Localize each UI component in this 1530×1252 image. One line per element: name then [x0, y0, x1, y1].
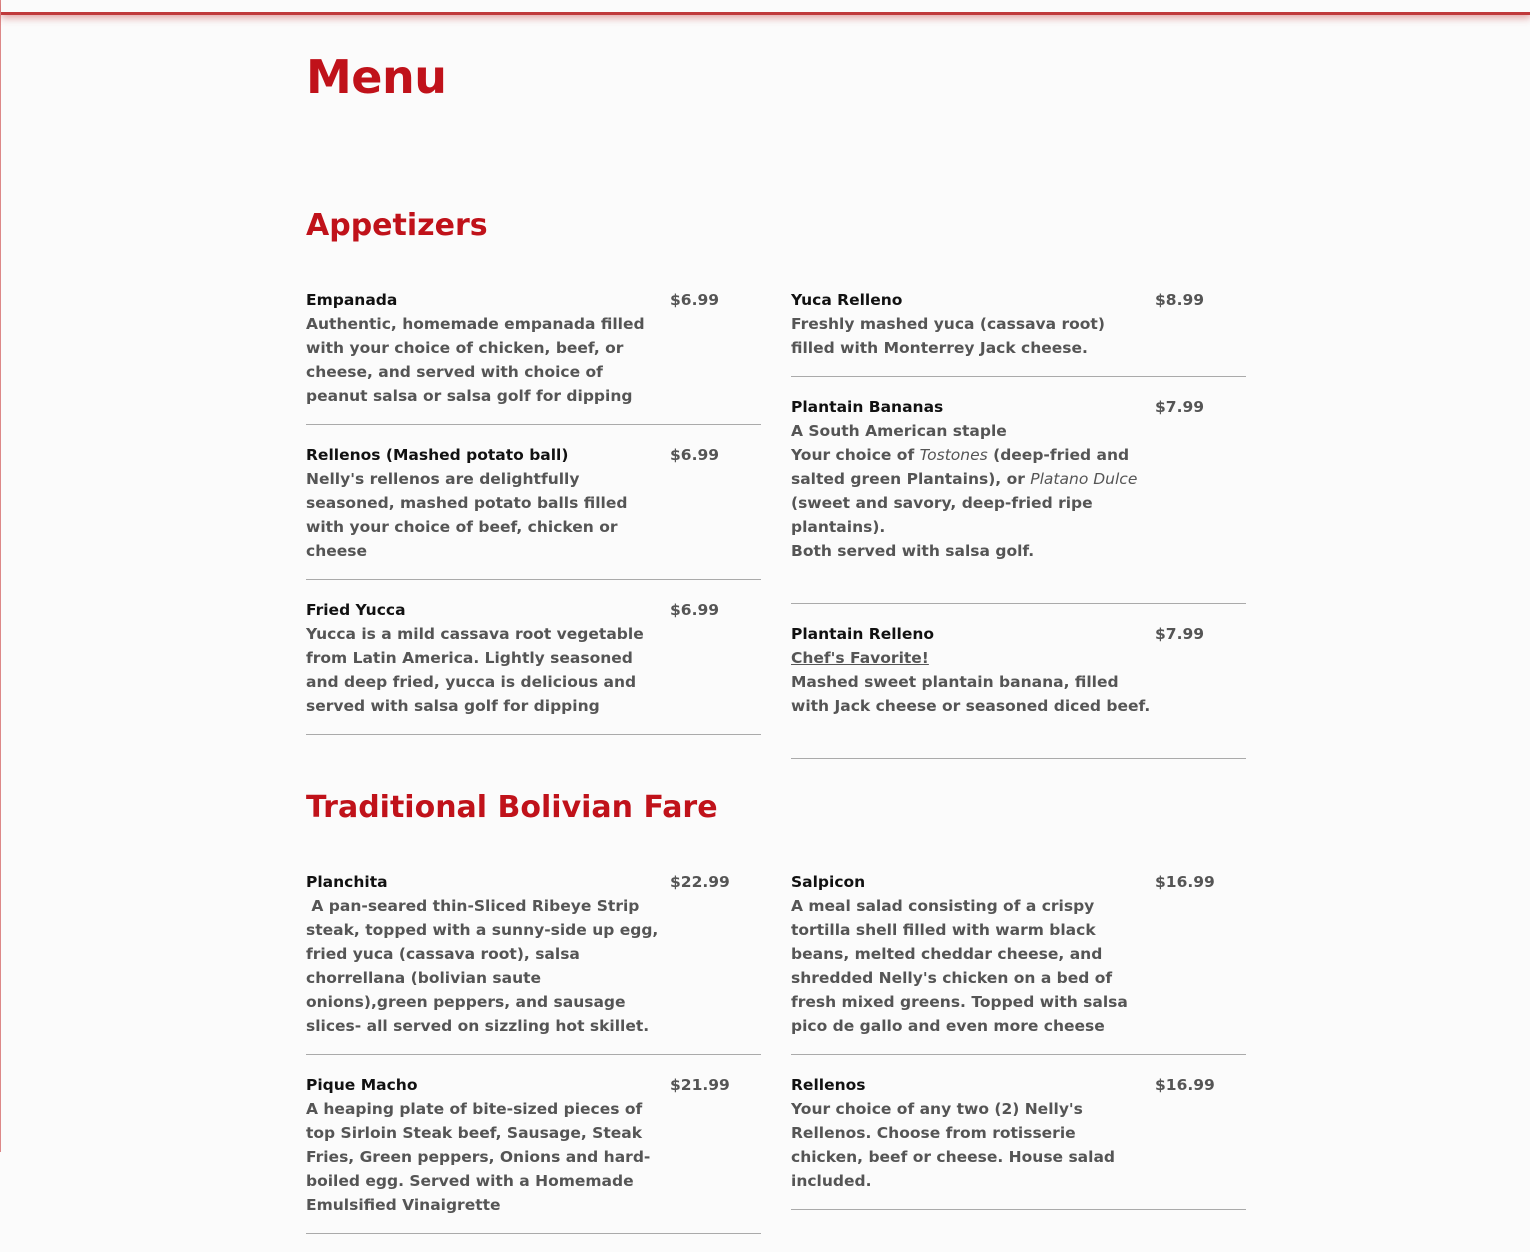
- menu-item-rellenos-potato-ball: [306, 443, 761, 580]
- desc-line: [791, 443, 1151, 539]
- item-name: Salpicon: [791, 873, 866, 891]
- bolivian-left-column: [306, 870, 761, 1252]
- top-header-bar: [1, 0, 1530, 15]
- section-title-appetizers: Appetizers: [306, 208, 488, 243]
- item-name: Pique Macho: [306, 1076, 418, 1094]
- item-description: Nelly's rellenos are delightfully seasoned, mashed potato balls filled with your choice of beef, chicken or cheese: [306, 470, 628, 560]
- item-description: Yucca is a mild cassava root vegetable from Latin America. Lightly seasoned and deep fried, yucca is delicious and served with salsa golf for dipping: [306, 625, 644, 715]
- item-name: Planchita: [306, 873, 388, 891]
- item-description: Your choice of any two (2) Nelly's Rellenos. Choose from rotisserie chicken, beef or cheese. House salad included.: [791, 1100, 1116, 1190]
- item-name: Plantain Relleno: [791, 625, 935, 643]
- appetizers-left-column: [306, 288, 761, 753]
- item-price: $6.99: [670, 291, 720, 309]
- item-price: $7.99: [1155, 625, 1205, 643]
- menu-item-salpicon: [791, 870, 1246, 1055]
- page-title: Menu: [306, 50, 447, 104]
- item-description: A meal salad consisting of a crispy tortilla shell filled with warm black beans, melted cheddar cheese, and shredded Nelly's chicken on a bed of fresh mixed greens. Topped with salsa pico de gallo and even more cheese: [791, 897, 1128, 1035]
- item-price: $22.99: [670, 873, 730, 891]
- item-description: [791, 646, 1151, 718]
- item-name: Rellenos (Mashed potato ball): [306, 446, 569, 464]
- menu-item-plantain-relleno: [791, 622, 1246, 759]
- item-name: Yuca Relleno: [791, 291, 903, 309]
- menu-item-rellenos: [791, 1073, 1246, 1210]
- desc-line: A South American staple: [791, 422, 1007, 440]
- desc-text: (sweet and savory, deep-fried ripe plantains).: [791, 494, 1093, 536]
- item-price: $8.99: [1155, 291, 1205, 309]
- menu-item-empanada: [306, 288, 761, 425]
- chefs-favorite-tag: Chef's Favorite!: [791, 649, 929, 667]
- menu-item-plantain-bananas: [791, 395, 1246, 604]
- desc-text: (deep-fried and salted green Plantains), or: [791, 446, 1130, 488]
- item-price: $6.99: [670, 601, 720, 619]
- desc-platano-dulce: Platano Dulce: [1030, 470, 1138, 488]
- item-name: Plantain Bananas: [791, 398, 944, 416]
- appetizers-right-column: [791, 288, 1246, 777]
- bolivian-right-column: [791, 870, 1246, 1228]
- desc-tostones: Tostones: [919, 446, 988, 464]
- item-description: Freshly mashed yuca (cassava root) filled with Monterrey Jack cheese.: [791, 315, 1105, 357]
- item-name: Rellenos: [791, 1076, 866, 1094]
- item-description: Authentic, homemade empanada filled with your choice of chicken, beef, or cheese, and served with choice of peanut salsa or salsa golf for dipping: [306, 315, 645, 405]
- item-description: [791, 419, 1151, 563]
- menu-item-fried-yucca: [306, 598, 761, 735]
- menu-item-planchita: [306, 870, 761, 1055]
- desc-line: Both served with salsa golf.: [791, 542, 1035, 560]
- item-price: $16.99: [1155, 1076, 1215, 1094]
- item-price: $7.99: [1155, 398, 1205, 416]
- item-price: $16.99: [1155, 873, 1215, 891]
- item-price: $21.99: [670, 1076, 730, 1094]
- item-name: Fried Yucca: [306, 601, 406, 619]
- item-description: A heaping plate of bite-sized pieces of top Sirloin Steak beef, Sausage, Steak Fries, Green peppers, Onions and hard-boiled egg. Served with a Homemade Emulsified Vinaigrette: [306, 1100, 651, 1214]
- item-description: A pan-seared thin-Sliced Ribeye Strip steak, topped with a sunny-side up egg, fried yuca (cassava root), salsa chorrellana (bolivian saute onions),green peppers, and sausage slices- all served on sizzling hot skillet.: [306, 897, 664, 1035]
- desc-text: Your choice of: [791, 446, 920, 464]
- item-price: $6.99: [670, 446, 720, 464]
- menu-item-pique-macho: [306, 1073, 761, 1234]
- item-name: Empanada: [306, 291, 398, 309]
- menu-item-yuca-relleno: [791, 288, 1246, 377]
- desc-line: Mashed sweet plantain banana, filled with Jack cheese or seasoned diced beef.: [791, 673, 1151, 715]
- section-title-bolivian-fare: Traditional Bolivian Fare: [306, 790, 718, 825]
